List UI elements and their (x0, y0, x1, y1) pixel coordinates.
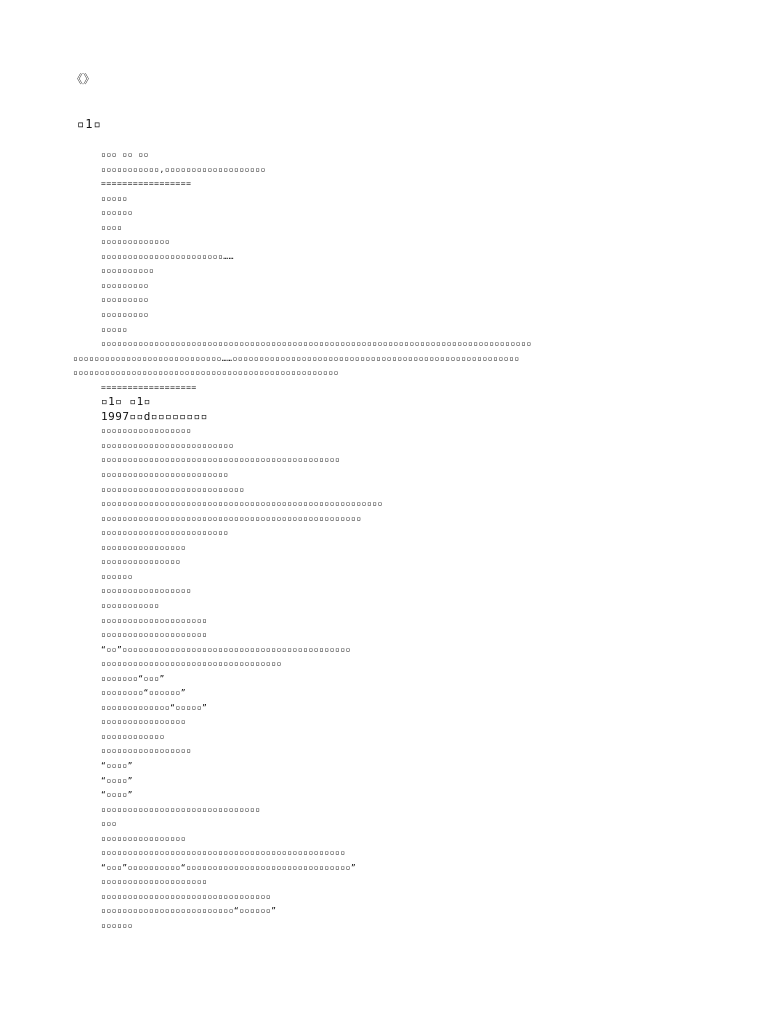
text-line: ▫▫▫▫▫▫▫▫▫ (101, 295, 149, 305)
book-title-mark: 《》 (71, 72, 96, 86)
text-line: ▫▫▫▫▫▫▫▫▫▫▫▫▫▫▫▫▫▫▫▫▫▫▫▫▫“▫▫▫▫▫▫” (101, 906, 277, 916)
text-line: ▫▫▫▫▫▫▫▫▫▫▫▫▫▫▫▫▫▫▫▫▫▫▫▫▫▫▫▫▫▫▫▫ (101, 891, 272, 901)
text-line: ▫▫▫▫▫▫ (101, 208, 133, 218)
text-line: ▫▫▫▫▫ (101, 324, 128, 334)
text-line: ▫▫▫▫▫▫▫▫▫▫▫▫▫▫▫▫▫▫▫▫▫▫▫▫ (101, 470, 229, 480)
text-line: ▫▫▫▫▫▫▫▫▫ (101, 310, 149, 320)
text-line: ▫▫▫▫▫▫▫▫▫▫▫▫▫▫▫▫▫▫▫▫▫▫▫▫▫▫▫▫▫▫▫▫▫▫▫▫▫▫▫▫▫▫▫▫▫ (101, 455, 341, 465)
text-line: ▫▫▫▫▫▫▫▫▫▫▫▫▫▫▫▫ (101, 833, 187, 843)
text-line: “▫▫▫▫” (101, 775, 133, 785)
text-line: ▫▫▫▫▫▫▫“▫▫▫” (101, 673, 165, 683)
text-line: ▫▫▫▫▫▫▫▫▫▫▫▫▫▫▫▫▫▫▫▫▫▫▫▫▫▫▫▫▫▫▫▫▫▫▫▫▫▫▫▫▫▫▫▫▫▫ (101, 848, 346, 858)
text-line: ▫▫▫ ▫▫ ▫▫ (101, 150, 149, 159)
text-line: ▫▫▫▫▫▫▫▫▫▫▫▫▫▫▫▫▫▫▫▫▫▫▫…… (101, 251, 234, 261)
text-line: “▫▫▫”▫▫▫▫▫▫▫▫▫▫“▫▫▫▫▫▫▫▫▫▫▫▫▫▫▫▫▫▫▫▫▫▫▫▫▫▫▫▫▫▫▫” (101, 862, 357, 872)
text-line: ▫1▫ ▫1▫ (101, 395, 151, 409)
text-line: ▫▫▫▫▫▫▫▫▫▫▫▫▫▫▫▫▫▫▫▫▫▫▫▫▫▫▫▫……▫▫▫▫▫▫▫▫▫▫▫▫▫▫▫▫▫▫▫▫▫▫▫▫▫▫▫▫▫▫▫▫▫▫▫▫▫▫▫▫▫▫▫▫▫▫▫▫▫▫▫▫▫▫ (73, 353, 520, 363)
text-line: ▫▫▫▫▫▫▫▫▫▫▫,▫▫▫▫▫▫▫▫▫▫▫▫▫▫▫▫▫▫▫ (101, 164, 266, 174)
text-line: ▫▫▫▫▫▫ (101, 571, 133, 581)
text-line: 1997▫▫d▫▫▫▫▫▫▫▫ (101, 409, 208, 423)
text-line: ▫▫▫▫▫▫▫▫▫▫▫▫▫▫▫▫▫ (101, 746, 192, 756)
text-line: ▫▫▫▫▫▫▫▫▫▫▫▫▫▫▫▫ (101, 542, 187, 552)
text-line: ▫▫▫▫▫▫▫▫▫▫▫▫▫▫▫▫▫▫▫▫ (101, 877, 208, 887)
text-line: ▫▫▫▫▫▫▫▫▫▫▫▫▫▫▫▫▫▫▫▫▫▫▫▫▫▫▫▫▫▫▫▫▫▫▫▫▫▫▫▫▫▫▫▫▫▫▫▫▫▫▫▫▫▫▫▫▫▫▫▫▫▫▫▫▫▫▫▫▫▫▫▫▫▫▫▫▫▫▫▫▫ (101, 339, 532, 349)
text-line: ▫▫▫▫▫▫▫▫▫▫ (101, 266, 155, 276)
text-line: ▫▫▫▫▫▫▫▫▫ (101, 280, 149, 290)
document-body (73, 148, 713, 934)
text-line: ▫▫▫▫▫▫▫▫▫▫▫▫▫▫▫▫ (101, 717, 187, 727)
text-line: ▫▫▫▫ (101, 222, 123, 232)
text-line: ▫▫▫▫▫▫▫▫▫▫▫▫▫▫▫ (101, 557, 181, 567)
text-line: ▫▫▫▫▫▫▫▫“▫▫▫▫▫▫” (101, 688, 187, 698)
text-line: ================== (101, 382, 197, 392)
text-line: “▫▫▫▫” (101, 790, 133, 800)
chapter-heading: ▫1▫ (77, 117, 102, 131)
text-line: ▫▫▫▫▫▫▫▫▫▫▫▫▫▫▫▫▫▫▫▫ (101, 615, 208, 625)
text-line: ▫▫▫▫▫▫▫▫▫▫▫▫▫▫▫▫▫▫▫▫▫▫▫▫▫ (101, 440, 234, 450)
text-line: ▫▫▫▫▫▫▫▫▫▫▫▫ (101, 731, 165, 741)
text-line: ▫▫▫▫▫▫▫▫▫▫▫▫▫▫▫▫▫ (101, 426, 192, 436)
text-line: ▫▫▫▫▫▫▫▫▫▫▫▫▫▫▫▫▫▫▫▫▫▫▫▫▫▫▫ (101, 484, 245, 494)
text-line: ▫▫▫▫▫▫▫▫▫▫▫ (101, 600, 160, 610)
text-line: “▫▫”▫▫▫▫▫▫▫▫▫▫▫▫▫▫▫▫▫▫▫▫▫▫▫▫▫▫▫▫▫▫▫▫▫▫▫▫▫▫▫▫▫▫▫ (101, 644, 351, 654)
text-line: ▫▫▫▫▫▫▫▫▫▫▫▫▫▫▫▫▫ (101, 586, 192, 596)
text-line: ▫▫▫ (101, 819, 117, 829)
text-line: ▫▫▫▫▫▫▫▫▫▫▫▫▫▫▫▫▫▫▫▫▫▫▫▫▫▫▫▫▫▫▫▫▫▫▫▫▫▫▫▫▫▫▫▫▫▫▫▫▫ (101, 513, 362, 523)
text-line: ================= (101, 179, 192, 189)
text-line: ▫▫▫▫▫▫ (101, 920, 133, 930)
text-line: ▫▫▫▫▫▫▫▫▫▫▫▫▫▫▫▫▫▫▫▫▫▫▫▫▫▫▫▫▫▫▫▫▫▫▫▫▫▫▫▫▫▫▫▫▫▫▫▫▫▫ (73, 368, 339, 378)
text-line: ▫▫▫▫▫▫▫▫▫▫▫▫▫ (101, 237, 171, 247)
text-line: “▫▫▫▫” (101, 760, 133, 770)
text-line: ▫▫▫▫▫▫▫▫▫▫▫▫▫▫▫▫▫▫▫▫▫▫▫▫▫▫▫▫▫▫▫▫▫▫▫▫▫▫▫▫▫▫▫▫▫▫▫▫▫▫▫▫▫ (101, 499, 383, 509)
text-line: ▫▫▫▫▫ (101, 193, 128, 203)
text-line: ▫▫▫▫▫▫▫▫▫▫▫▫▫“▫▫▫▫▫” (101, 702, 208, 712)
text-line: ▫▫▫▫▫▫▫▫▫▫▫▫▫▫▫▫▫▫▫▫▫▫▫▫▫▫▫▫▫▫ (101, 804, 261, 814)
text-line: ▫▫▫▫▫▫▫▫▫▫▫▫▫▫▫▫▫▫▫▫▫▫▫▫ (101, 528, 229, 538)
text-line: ▫▫▫▫▫▫▫▫▫▫▫▫▫▫▫▫▫▫▫▫▫▫▫▫▫▫▫▫▫▫▫▫▫▫ (101, 659, 282, 669)
text-line: ▫▫▫▫▫▫▫▫▫▫▫▫▫▫▫▫▫▫▫▫ (101, 630, 208, 640)
